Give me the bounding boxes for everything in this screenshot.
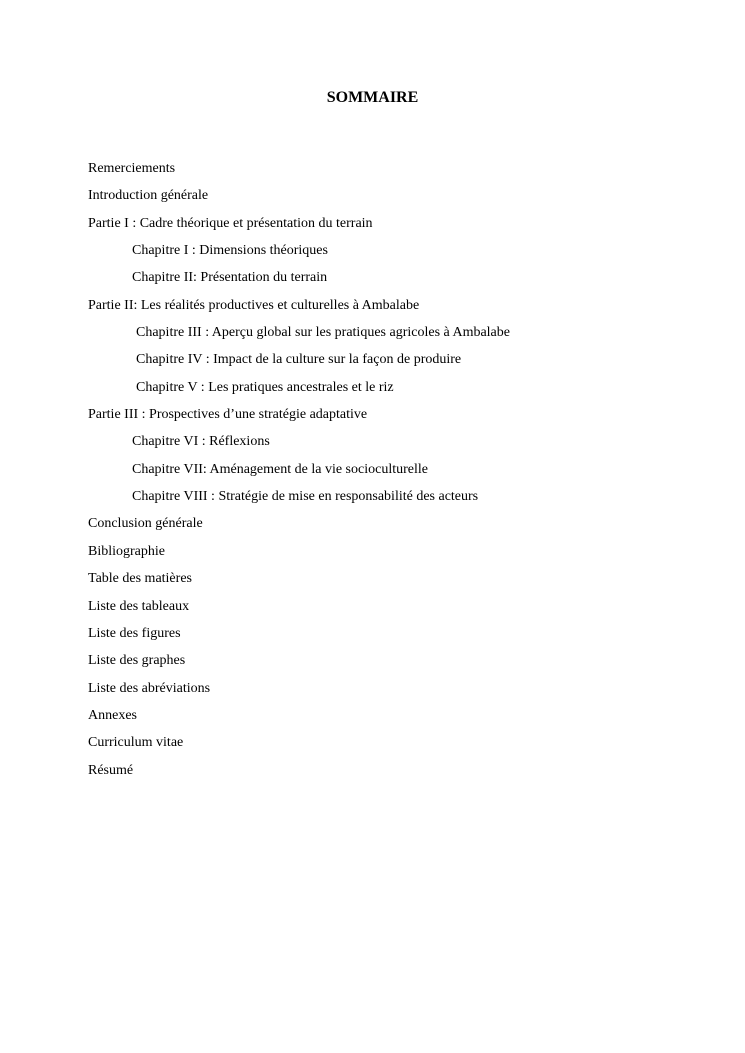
- toc-entry: Chapitre VI : Réflexions: [132, 434, 270, 450]
- toc-entry: Annexes: [88, 707, 137, 723]
- toc-entry: Conclusion générale: [88, 516, 203, 532]
- toc-entry: Bibliographie: [88, 543, 165, 559]
- toc-entry: Chapitre IV : Impact de la culture sur la façon de produire: [136, 352, 462, 368]
- toc-entry: Liste des abréviations: [88, 680, 211, 696]
- toc-entry: Liste des tableaux: [88, 598, 190, 614]
- toc-entry: Chapitre VIII : Stratégie de mise en responsabilité des acteurs: [132, 489, 479, 505]
- toc-entry: Partie I : Cadre théorique et présentation du terrain: [88, 215, 373, 231]
- toc-entry: Curriculum vitae: [88, 735, 184, 751]
- toc-entry: Partie II: Les réalités productives et culturelles à Ambalabe: [88, 297, 420, 313]
- toc-entry: Remerciements: [88, 161, 176, 176]
- toc-entry: Chapitre V : Les pratiques ancestrales et le riz: [136, 379, 394, 395]
- toc-entry: Résumé: [88, 762, 134, 778]
- toc-entry: Table des matières: [88, 571, 192, 587]
- toc-entry: Liste des graphes: [88, 653, 186, 669]
- toc-entry: Introduction générale: [88, 188, 209, 204]
- toc-entry: Chapitre II: Présentation du terrain: [132, 270, 328, 286]
- toc-entry: Chapitre III : Aperçu global sur les pratiques agricoles à Ambalabe: [136, 325, 510, 341]
- page-title: SOMMAIRE: [326, 89, 419, 106]
- toc-entry: Chapitre I : Dimensions théoriques: [132, 243, 328, 259]
- toc-entry: Partie III : Prospectives d’une stratégie adaptative: [88, 407, 368, 423]
- table-of-contents: [88, 155, 510, 784]
- toc-entry: Chapitre VII: Aménagement de la vie socioculturelle: [132, 461, 428, 477]
- toc-entry: Liste des figures: [88, 625, 181, 641]
